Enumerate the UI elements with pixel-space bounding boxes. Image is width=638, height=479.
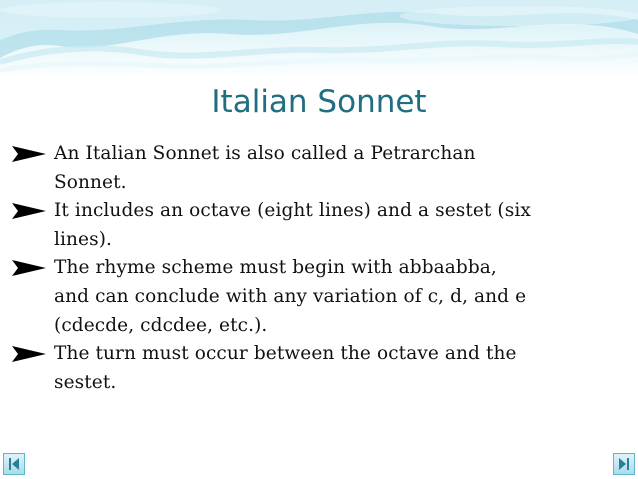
last-slide-icon: [614, 454, 634, 474]
bullet-text: [54, 340, 622, 397]
bullet-line: An Italian Sonnet is also called a Petrarchan: [54, 143, 476, 164]
bullet-item: [10, 140, 622, 197]
bullet-line: The rhyme scheme must begin with abbaabba,: [54, 257, 497, 279]
bullet-arrow-icon: [10, 140, 50, 168]
bullet-line: sestet.: [54, 371, 117, 393]
bullet-item: [10, 340, 622, 397]
slide-title: Italian Sonnet: [211, 84, 427, 120]
previous-slide-button[interactable]: [3, 453, 25, 475]
first-slide-icon: [4, 454, 24, 474]
next-slide-button[interactable]: [613, 453, 635, 475]
bullet-line: (cdecde, cdcdee, etc.).: [54, 314, 268, 336]
bullet-arrow-icon: [10, 197, 50, 225]
bullet-text: [54, 254, 622, 340]
bullet-line: The turn must occur between the octave and the: [54, 343, 517, 365]
bullet-item: [10, 197, 622, 254]
bullet-line: It includes an octave (eight lines) and a sestet (six: [54, 200, 531, 222]
bullet-line: and can conclude with any variation of c, d, and e: [54, 285, 527, 307]
bullet-item: [10, 254, 622, 340]
bullet-line: Sonnet.: [54, 171, 127, 193]
bullet-line: lines).: [54, 228, 112, 250]
bullet-arrow-icon: [10, 254, 50, 282]
header-wave-decoration: [0, 0, 638, 80]
bullet-text: [54, 140, 622, 197]
bullet-list: [10, 140, 622, 397]
bullet-arrow-icon: [10, 340, 50, 368]
bullet-text: [54, 197, 622, 254]
